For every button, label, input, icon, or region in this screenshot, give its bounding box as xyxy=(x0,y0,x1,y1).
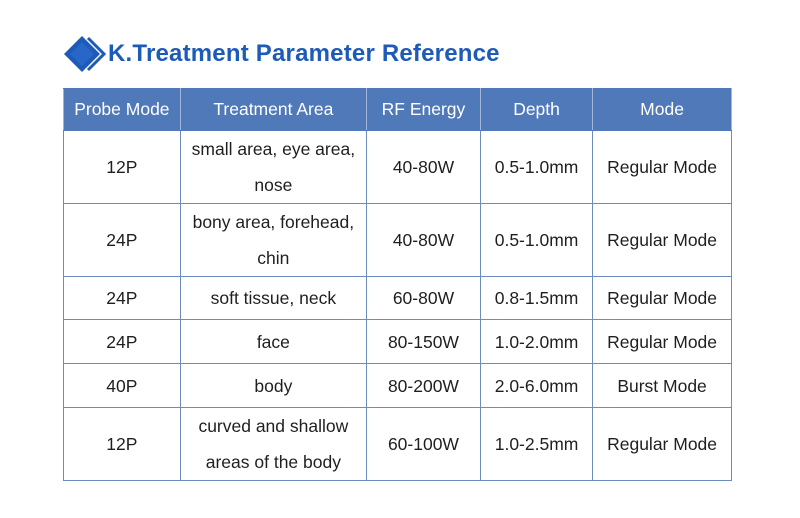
header-probe-mode: Probe Mode xyxy=(64,89,181,131)
cell-area xyxy=(180,204,366,277)
area-line: small area, eye area, xyxy=(191,139,356,159)
header-mode: Mode xyxy=(593,89,732,131)
cell-depth: 0.5-1.0mm xyxy=(480,204,592,277)
cell-energy: 40-80W xyxy=(366,131,480,204)
area-line: areas of the body xyxy=(205,452,341,472)
cell-probe: 24P xyxy=(64,204,181,277)
title-main: Treatment Parameter Reference xyxy=(132,40,500,67)
cell-depth: 1.0-2.5mm xyxy=(480,408,592,481)
table-row xyxy=(64,204,732,277)
table-header-row xyxy=(64,89,732,131)
header-treatment-area: Treatment Area xyxy=(180,89,366,131)
cell-probe: 12P xyxy=(64,408,181,481)
cell-depth: 2.0-6.0mm xyxy=(480,364,592,408)
diamond-icon xyxy=(62,34,106,74)
area-line: curved and shallow xyxy=(198,416,349,436)
cell-energy: 40-80W xyxy=(366,204,480,277)
area-line: chin xyxy=(257,248,290,268)
table-row xyxy=(64,364,732,408)
cell-mode: Burst Mode xyxy=(593,364,732,408)
cell-probe: 24P xyxy=(64,320,181,364)
cell-area xyxy=(180,131,366,204)
cell-mode: Regular Mode xyxy=(593,204,732,277)
area-line: nose xyxy=(254,175,293,195)
area-line: bony area, forehead, xyxy=(192,212,355,232)
cell-mode: Regular Mode xyxy=(593,131,732,204)
section-heading xyxy=(62,34,500,74)
table-row xyxy=(64,277,732,320)
cell-area: face xyxy=(180,320,366,364)
cell-area: body xyxy=(180,364,366,408)
cell-energy: 60-100W xyxy=(366,408,480,481)
cell-area xyxy=(180,408,366,481)
header-depth: Depth xyxy=(480,89,592,131)
table-row xyxy=(64,131,732,204)
cell-area: soft tissue, neck xyxy=(180,277,366,320)
cell-depth: 1.0-2.0mm xyxy=(480,320,592,364)
cell-depth: 0.8-1.5mm xyxy=(480,277,592,320)
cell-energy: 60-80W xyxy=(366,277,480,320)
cell-probe: 40P xyxy=(64,364,181,408)
cell-mode: Regular Mode xyxy=(593,320,732,364)
cell-energy: 80-200W xyxy=(366,364,480,408)
cell-mode: Regular Mode xyxy=(593,408,732,481)
header-rf-energy: RF Energy xyxy=(366,89,480,131)
table-row xyxy=(64,408,732,481)
table-row xyxy=(64,320,732,364)
cell-depth: 0.5-1.0mm xyxy=(480,131,592,204)
cell-probe: 12P xyxy=(64,131,181,204)
cell-energy: 80-150W xyxy=(366,320,480,364)
page-title xyxy=(108,40,500,68)
treatment-parameter-table xyxy=(63,88,732,481)
title-prefix: K. xyxy=(108,40,133,67)
cell-mode: Regular Mode xyxy=(593,277,732,320)
cell-probe: 24P xyxy=(64,277,181,320)
